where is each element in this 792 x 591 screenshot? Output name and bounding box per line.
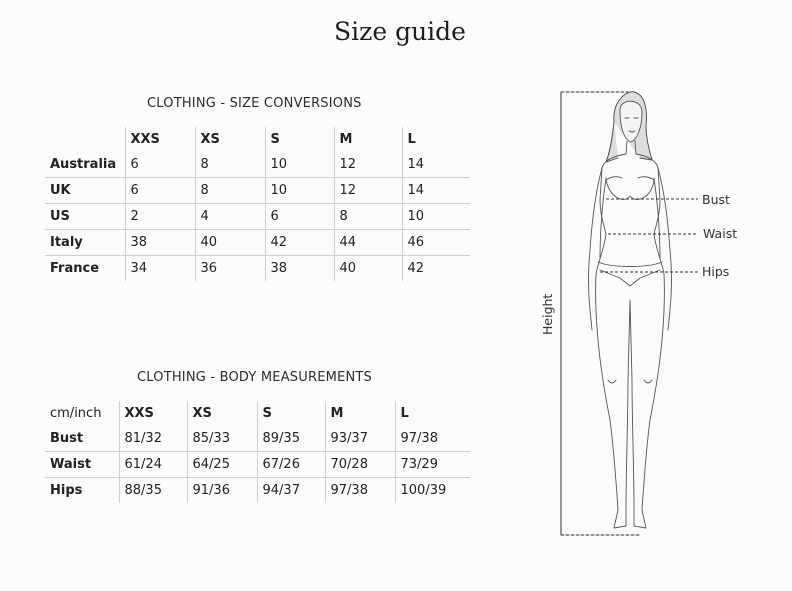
table-cell: 97/38	[325, 478, 395, 504]
measurements-caption: CLOTHING - BODY MEASUREMENTS	[137, 370, 372, 385]
table-cell: 73/29	[395, 452, 470, 478]
row-header: US	[45, 204, 125, 230]
table-cell: 2	[125, 204, 195, 230]
table-cell: 44	[334, 230, 402, 256]
table-cell: 97/38	[395, 426, 470, 452]
table-cell: 40	[195, 230, 265, 256]
table-cell: 6	[125, 178, 195, 204]
table-cell: 12	[334, 152, 402, 178]
table-cell: 36	[195, 256, 265, 282]
column-header: S	[257, 401, 325, 426]
column-header: XXS	[125, 127, 195, 152]
body-figure-illustration	[520, 84, 780, 544]
table-cell: 6	[265, 204, 334, 230]
column-header: L	[395, 401, 470, 426]
table-cell: 100/39	[395, 478, 470, 504]
table-cell: 8	[195, 178, 265, 204]
table-cell: 8	[334, 204, 402, 230]
bust-label: Bust	[702, 192, 730, 207]
table-cell: 8	[195, 152, 265, 178]
column-header: XXS	[119, 401, 187, 426]
table-row	[45, 204, 470, 230]
table-cell: 64/25	[187, 452, 257, 478]
table-cell: 85/33	[187, 426, 257, 452]
table-cell: 94/37	[257, 478, 325, 504]
table-cell: 89/35	[257, 426, 325, 452]
page-title: Size guide	[334, 17, 466, 46]
table-cell: 81/32	[119, 426, 187, 452]
hips-label: Hips	[702, 264, 730, 279]
table-cell: 93/37	[325, 426, 395, 452]
corner-cell	[45, 127, 125, 152]
table-cell: 40	[334, 256, 402, 282]
column-header: XS	[195, 127, 265, 152]
table-cell: 38	[125, 230, 195, 256]
table-header-row	[45, 127, 470, 152]
table-cell: 10	[402, 204, 470, 230]
column-header: L	[402, 127, 470, 152]
leg-outlines	[596, 274, 665, 528]
table-cell: 61/24	[119, 452, 187, 478]
column-header: XS	[187, 401, 257, 426]
corner-cell: cm/inch	[50, 406, 102, 421]
size-conversions-table	[45, 127, 470, 281]
table-row	[45, 426, 470, 452]
table-cell: 88/35	[119, 478, 187, 504]
column-header: M	[325, 401, 395, 426]
table-cell: 6	[125, 152, 195, 178]
column-header: M	[334, 127, 402, 152]
table-row	[45, 230, 470, 256]
table-row	[45, 178, 470, 204]
table-cell: 46	[402, 230, 470, 256]
row-header: France	[50, 261, 100, 276]
row-header: Hips	[50, 483, 83, 498]
row-header: Bust	[45, 426, 119, 452]
table-cell: 4	[195, 204, 265, 230]
row-header: Australia	[45, 152, 125, 178]
torso-outline	[596, 154, 664, 274]
table-cell: 70/28	[325, 452, 395, 478]
column-header: S	[265, 127, 334, 152]
table-row	[45, 152, 470, 178]
table-cell: 14	[402, 178, 470, 204]
table-cell: 91/36	[187, 478, 257, 504]
height-label: Height	[540, 293, 555, 335]
knee-details	[608, 380, 652, 383]
top-garment	[606, 177, 654, 200]
table-row	[45, 478, 470, 504]
table-cell: 67/26	[257, 452, 325, 478]
waist-label: Waist	[703, 226, 738, 241]
table-row	[45, 256, 470, 282]
row-header: Italy	[45, 230, 125, 256]
body-measurements-table	[45, 401, 470, 503]
table-cell: 34	[125, 256, 195, 282]
table-row	[45, 452, 470, 478]
row-header: UK	[45, 178, 125, 204]
row-header: Waist	[45, 452, 119, 478]
table-cell: 38	[265, 256, 334, 282]
table-cell: 10	[265, 178, 334, 204]
table-cell: 10	[265, 152, 334, 178]
table-cell: 42	[402, 256, 470, 282]
conversions-caption: CLOTHING - SIZE CONVERSIONS	[147, 96, 362, 111]
table-cell: 12	[334, 178, 402, 204]
bottom-garment	[598, 262, 662, 286]
table-cell: 42	[265, 230, 334, 256]
table-header-row	[45, 401, 470, 426]
table-cell: 14	[402, 152, 470, 178]
